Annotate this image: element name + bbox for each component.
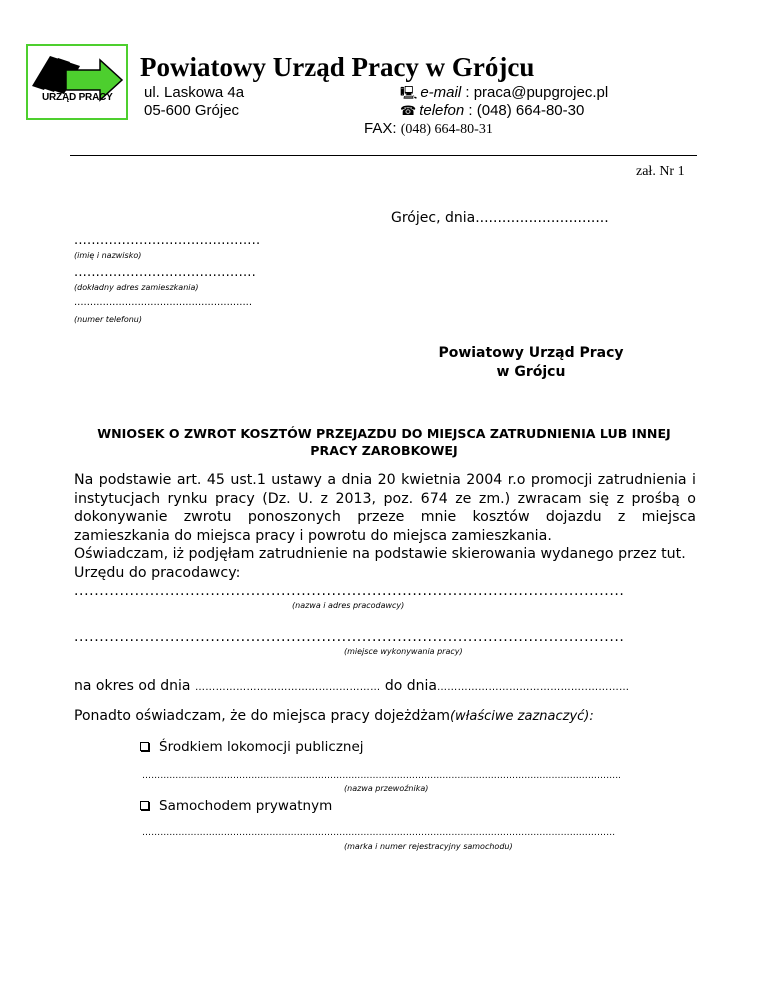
fax-label: FAX: bbox=[364, 120, 397, 137]
car-details-caption: (marka i numer rejestracyjny samochodu) bbox=[344, 842, 513, 851]
fax-line bbox=[364, 120, 493, 138]
option-private-car-label: Samochodem prywatnym bbox=[159, 798, 333, 814]
applicant-phone-caption: (numer telefonu) bbox=[74, 315, 142, 324]
option-public-transport-label: Środkiem lokomocji publicznej bbox=[159, 739, 364, 755]
option-public-transport[interactable] bbox=[140, 739, 364, 755]
header-divider bbox=[70, 155, 697, 156]
telephone-icon: ☎ bbox=[400, 103, 417, 118]
employer-caption: (nazwa i adres pracodawcy) bbox=[292, 601, 405, 610]
computer-icon: 🖳 bbox=[400, 85, 418, 100]
workplace-caption: (miejsce wykonywania pracy) bbox=[344, 647, 463, 656]
carrier-name-caption: (nazwa przewoźnika) bbox=[344, 784, 429, 793]
period-from-label: na okres od dnia bbox=[74, 678, 195, 694]
commute-statement bbox=[74, 708, 594, 724]
phone-value: : (048) 664-80-30 bbox=[464, 102, 585, 119]
applicant-address-caption: (dokładny adres zamieszkania) bbox=[74, 283, 199, 292]
employer-field[interactable]: ............................................................................................................. bbox=[74, 583, 625, 599]
body-text bbox=[74, 471, 696, 582]
phone-label: telefon bbox=[419, 102, 465, 119]
addressee-line1: Powiatowy Urząd Pracy bbox=[438, 345, 624, 361]
applicant-address-field[interactable]: .......................................... bbox=[74, 265, 256, 280]
option-private-car[interactable] bbox=[140, 798, 332, 814]
fax-value: (048) 664-80-31 bbox=[400, 122, 493, 137]
office-title: Powiatowy Urząd Pracy w Grójcu bbox=[140, 52, 535, 82]
workplace-field[interactable]: ............................................................................................................. bbox=[74, 629, 625, 645]
period-to-field[interactable]: ……………………………………..………… bbox=[436, 682, 630, 693]
address-street: ul. Laskowa 4a bbox=[144, 84, 245, 101]
email-value[interactable]: : praca@pupgrojec.pl bbox=[461, 84, 609, 101]
body-paragraph-2: Oświadczam, iż podjęłam zatrudnienie na podstawie skierowania wydanego przez tut. Urzędu do pracodawcy: bbox=[74, 546, 686, 581]
logo-text: URZĄD PRACY bbox=[42, 92, 113, 103]
commute-hint: (właściwe zaznaczyć): bbox=[449, 709, 594, 724]
office-logo bbox=[26, 44, 128, 120]
checkbox-private-car[interactable] bbox=[140, 801, 149, 810]
period-line bbox=[74, 678, 629, 694]
body-paragraph-1: Na podstawie art. 45 ust.1 ustawy a dnia 20 kwietnia 2004 r.o promocji zatrudnienia i instytucjach rynku pracy (Dz. U. z 2013, poz. 674 ze zm.) zwracam się z prośbą o dokonywanie zwrotu ponoszonych przeze mnie kosztów dojazdu z miejsca zamieszkania do miejsca pracy i powrotu do miejsca zamieszkania. bbox=[74, 472, 696, 544]
address-postal: 05-600 Grójec bbox=[144, 102, 240, 119]
period-from-field[interactable]: ……………………………………………… bbox=[194, 682, 381, 693]
addressee-block bbox=[436, 344, 626, 382]
document-heading: WNIOSEK O ZWROT KOSZTÓW PRZEJAZDU DO MIEJSCA ZATRUDNIENIA LUB INNEJ PRACY ZAROBKOWEJ bbox=[97, 426, 671, 458]
email-label: e-mail bbox=[420, 84, 462, 101]
period-to-label: do dnia bbox=[380, 678, 437, 694]
commute-statement-text: Ponadto oświadczam, że do miejsca pracy dojeżdżam bbox=[74, 708, 450, 724]
carrier-name-field[interactable]: ………………………………………………………………………………………………………………………………………….. bbox=[142, 771, 622, 781]
place-date-field[interactable]: Grójec, dnia.............................. bbox=[391, 210, 609, 226]
logo-arrow-icon bbox=[28, 46, 126, 118]
car-details-field[interactable]: ………………………………………………………………………………………………………………………………………… bbox=[142, 828, 616, 838]
attachment-number: zał. Nr 1 bbox=[636, 164, 685, 179]
applicant-phone-field[interactable]: ........................................................ bbox=[74, 297, 253, 308]
applicant-name-caption: (imię i nazwisko) bbox=[74, 251, 142, 260]
addressee-line2: w Grójcu bbox=[496, 364, 566, 380]
applicant-name-field[interactable]: ........................................... bbox=[74, 233, 261, 248]
checkbox-public-transport[interactable] bbox=[140, 742, 149, 751]
phone-line bbox=[400, 102, 584, 119]
